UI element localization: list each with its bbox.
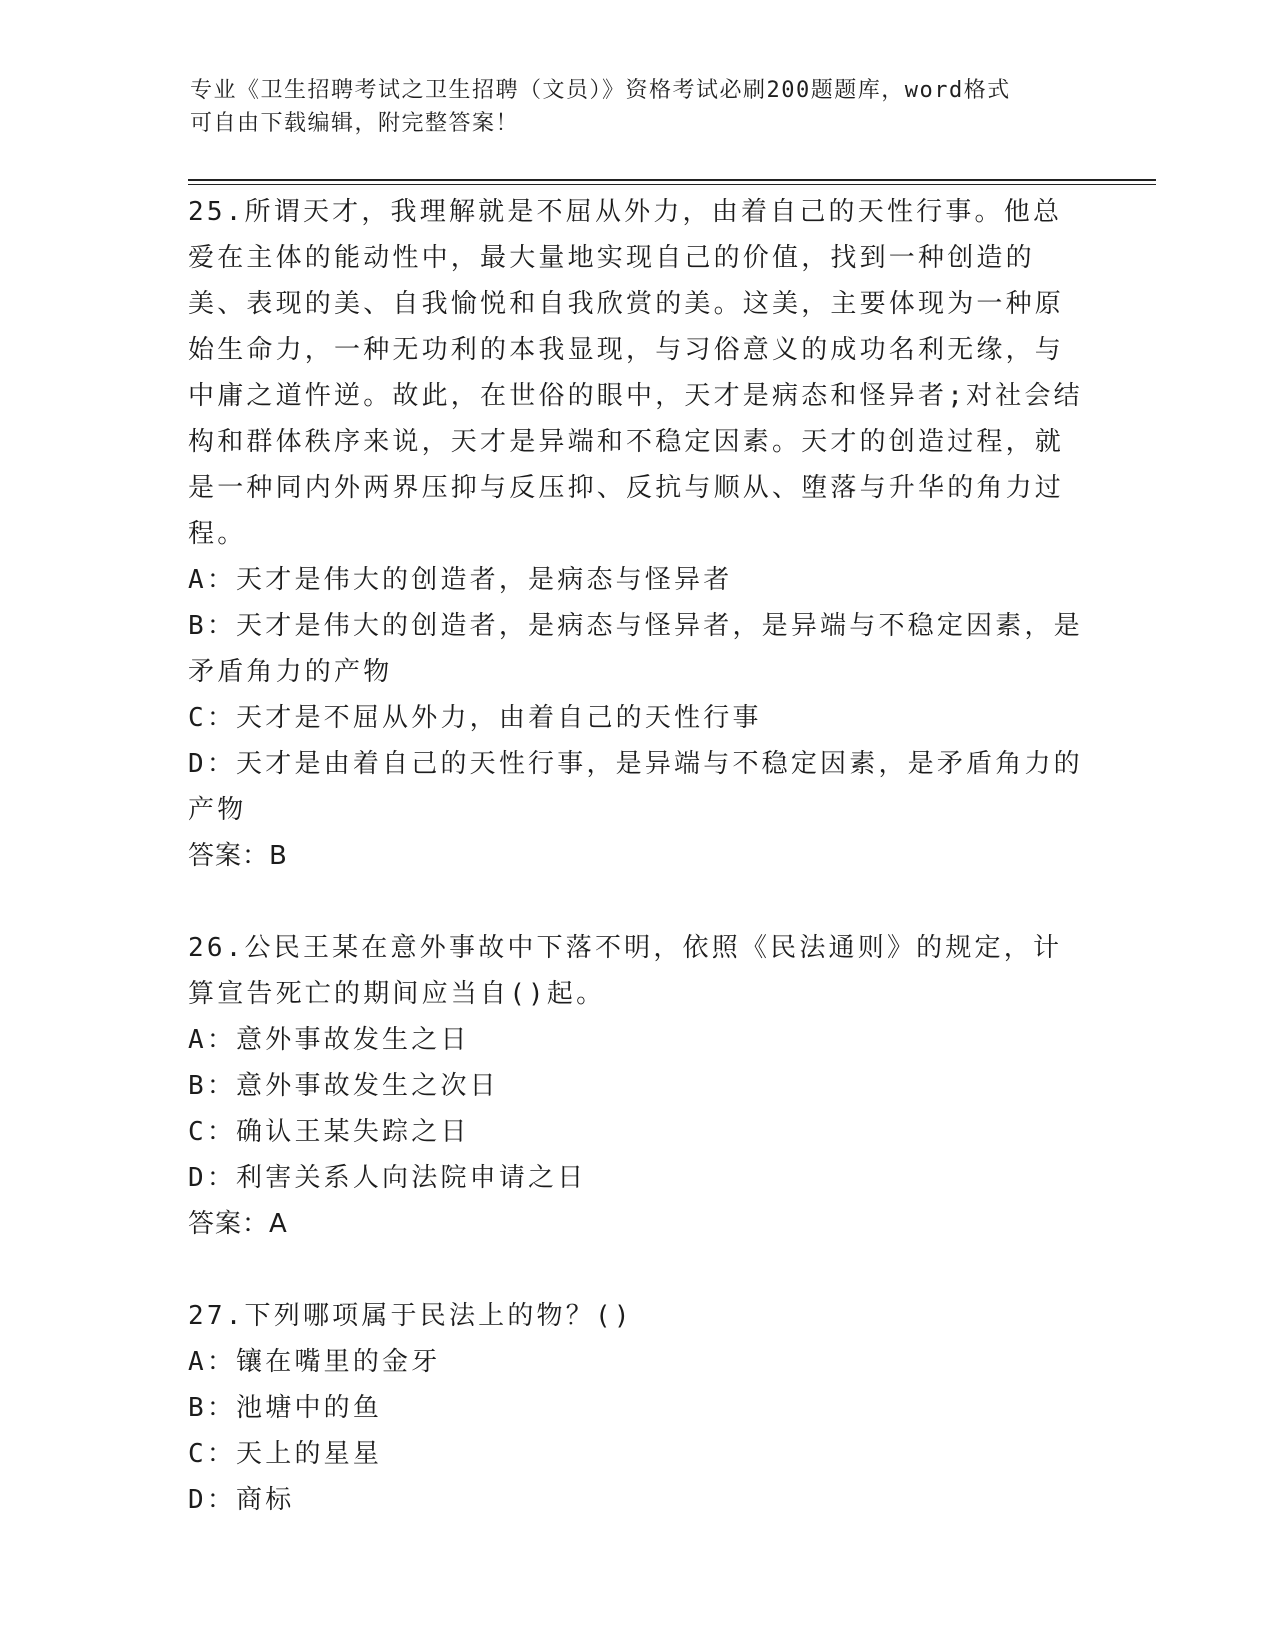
question-stem: 25.所谓天才，我理解就是不屈从外力，由着自己的天性行事。他总爱在主体的能动性中，最大量地实现自己的价值，找到一种创造的美、表现的美、自我愉悦和自我欣赏的美。这美，主要体现为一种原始生命力，一种无功利的本我显现，与习俗意义的成功名利无缘，与中庸之道忤逆。故此，在世俗的眼中，天才是病态和怪异者;对社会结构和群体秩序来说，天才是异端和不稳定因素。天才的创造过程，就是一种同内外两界压抑与反压抑、反抗与顺从、堕落与升华的角力过程。 — [188, 197, 1083, 549]
option-a: A：天才是伟大的创造者，是病态与怪异者 — [188, 565, 733, 595]
question-26 — [188, 925, 1088, 1247]
question-stem: 26.公民王某在意外事故中下落不明，依照《民法通则》的规定，计算宣告死亡的期间应当自()起。 — [188, 933, 1063, 1009]
option-b: B：天才是伟大的创造者，是病态与怪异者，是异端与不稳定因素，是矛盾角力的产物 — [188, 611, 1083, 687]
option-d: D：商标 — [188, 1485, 295, 1515]
option-b: B：池塘中的鱼 — [188, 1393, 383, 1423]
document-header — [190, 74, 1090, 140]
question-list — [188, 189, 1088, 1523]
option-b: B：意外事故发生之次日 — [188, 1071, 499, 1101]
question-25 — [188, 189, 1088, 879]
question-stem: 27.下列哪项属于民法上的物？() — [188, 1301, 633, 1331]
header-divider-thin — [188, 184, 1156, 185]
option-c: C：天才是不屈从外力，由着自己的天性行事 — [188, 703, 762, 733]
header-title-line: 专业《卫生招聘考试之卫生招聘（文员）》资格考试必刷200题题库，word格式 — [190, 78, 1011, 103]
header-subtitle-line: 可自由下载编辑，附完整答案！ — [190, 111, 520, 136]
option-d: D：利害关系人向法院申请之日 — [188, 1163, 587, 1193]
option-d: D：天才是由着自己的天性行事，是异端与不稳定因素，是矛盾角力的产物 — [188, 749, 1083, 825]
option-c: C：天上的星星 — [188, 1439, 383, 1469]
option-c: C：确认王某失踪之日 — [188, 1117, 470, 1147]
answer-label: 答案：A — [188, 1209, 288, 1239]
answer-label: 答案：B — [188, 841, 288, 871]
question-27 — [188, 1293, 1088, 1523]
header-divider-thick — [188, 179, 1156, 181]
option-a: A：意外事故发生之日 — [188, 1025, 470, 1055]
option-a: A：镶在嘴里的金牙 — [188, 1347, 441, 1377]
